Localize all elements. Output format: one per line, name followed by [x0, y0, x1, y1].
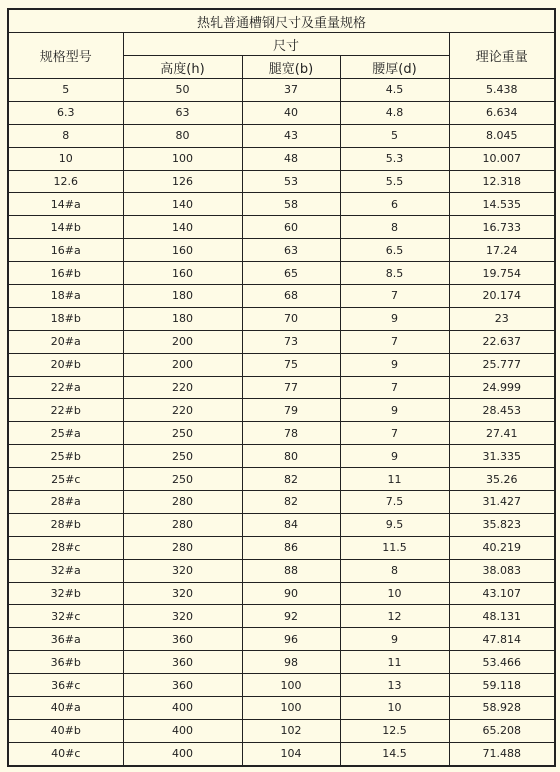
table-row: [8, 79, 555, 102]
cell-model: 20#a: [8, 330, 123, 353]
cell-height: 220: [123, 376, 242, 399]
cell-model: 22#b: [8, 399, 123, 422]
cell-height: 320: [123, 582, 242, 605]
cell-height: 400: [123, 742, 242, 765]
cell-model: 14#b: [8, 216, 123, 239]
cell-height: 360: [123, 674, 242, 697]
cell-leg-width: 60: [242, 216, 340, 239]
cell-weight: 22.637: [449, 330, 555, 353]
cell-waist-thickness: 7: [340, 330, 449, 353]
cell-weight: 23: [449, 307, 555, 330]
cell-weight: 28.453: [449, 399, 555, 422]
cell-waist-thickness: 5: [340, 124, 449, 147]
table-row: [8, 651, 555, 674]
cell-height: 360: [123, 628, 242, 651]
table-row: [8, 468, 555, 491]
cell-leg-width: 58: [242, 193, 340, 216]
cell-model: 18#b: [8, 307, 123, 330]
cell-leg-width: 68: [242, 285, 340, 308]
cell-model: 40#a: [8, 697, 123, 720]
table-row: [8, 513, 555, 536]
header-height: 高度(h): [123, 56, 242, 79]
cell-waist-thickness: 10: [340, 582, 449, 605]
cell-waist-thickness: 10: [340, 697, 449, 720]
table-row: [8, 697, 555, 720]
cell-height: 280: [123, 513, 242, 536]
table-row: [8, 124, 555, 147]
table-row: [8, 285, 555, 308]
cell-weight: 48.131: [449, 605, 555, 628]
cell-leg-width: 70: [242, 307, 340, 330]
cell-leg-width: 82: [242, 468, 340, 491]
cell-leg-width: 90: [242, 582, 340, 605]
cell-model: 25#c: [8, 468, 123, 491]
table-row: [8, 239, 555, 262]
cell-model: 28#b: [8, 513, 123, 536]
cell-weight: 47.814: [449, 628, 555, 651]
cell-model: 28#a: [8, 491, 123, 514]
cell-leg-width: 86: [242, 536, 340, 559]
cell-height: 100: [123, 147, 242, 170]
cell-leg-width: 84: [242, 513, 340, 536]
cell-model: 8: [8, 124, 123, 147]
cell-weight: 27.41: [449, 422, 555, 445]
cell-height: 140: [123, 193, 242, 216]
cell-model: 5: [8, 79, 123, 102]
cell-weight: 53.466: [449, 651, 555, 674]
cell-model: 32#c: [8, 605, 123, 628]
cell-weight: 59.118: [449, 674, 555, 697]
cell-waist-thickness: 13: [340, 674, 449, 697]
cell-leg-width: 98: [242, 651, 340, 674]
table-row: [8, 353, 555, 376]
cell-model: 22#a: [8, 376, 123, 399]
cell-leg-width: 79: [242, 399, 340, 422]
cell-waist-thickness: 9: [340, 399, 449, 422]
cell-model: 36#c: [8, 674, 123, 697]
cell-model: 10: [8, 147, 123, 170]
cell-model: 25#b: [8, 445, 123, 468]
cell-leg-width: 82: [242, 491, 340, 514]
cell-waist-thickness: 12: [340, 605, 449, 628]
table-row: [8, 674, 555, 697]
cell-weight: 65.208: [449, 719, 555, 742]
cell-height: 320: [123, 605, 242, 628]
cell-leg-width: 73: [242, 330, 340, 353]
cell-waist-thickness: 8: [340, 216, 449, 239]
cell-leg-width: 63: [242, 239, 340, 262]
table-row: [8, 307, 555, 330]
cell-weight: 24.999: [449, 376, 555, 399]
cell-leg-width: 92: [242, 605, 340, 628]
cell-height: 200: [123, 353, 242, 376]
cell-weight: 8.045: [449, 124, 555, 147]
cell-waist-thickness: 8: [340, 559, 449, 582]
table-row: [8, 559, 555, 582]
cell-height: 400: [123, 697, 242, 720]
cell-model: 12.6: [8, 170, 123, 193]
cell-leg-width: 77: [242, 376, 340, 399]
header-weight: 理论重量: [449, 33, 555, 79]
cell-weight: 31.427: [449, 491, 555, 514]
cell-waist-thickness: 9: [340, 445, 449, 468]
cell-weight: 14.535: [449, 193, 555, 216]
cell-leg-width: 78: [242, 422, 340, 445]
cell-leg-width: 102: [242, 719, 340, 742]
table-row: [8, 719, 555, 742]
cell-waist-thickness: 14.5: [340, 742, 449, 765]
cell-waist-thickness: 7.5: [340, 491, 449, 514]
cell-model: 18#a: [8, 285, 123, 308]
cell-height: 126: [123, 170, 242, 193]
cell-weight: 25.777: [449, 353, 555, 376]
cell-height: 180: [123, 285, 242, 308]
table-row: [8, 399, 555, 422]
cell-waist-thickness: 11: [340, 651, 449, 674]
cell-weight: 43.107: [449, 582, 555, 605]
cell-height: 80: [123, 124, 242, 147]
cell-waist-thickness: 11.5: [340, 536, 449, 559]
cell-leg-width: 65: [242, 262, 340, 285]
cell-waist-thickness: 5.3: [340, 147, 449, 170]
cell-waist-thickness: 6: [340, 193, 449, 216]
cell-waist-thickness: 9: [340, 307, 449, 330]
header-leg-width: 腿宽(b): [242, 56, 340, 79]
cell-weight: 19.754: [449, 262, 555, 285]
cell-height: 63: [123, 101, 242, 124]
cell-weight: 58.928: [449, 697, 555, 720]
cell-height: 140: [123, 216, 242, 239]
table-row: [8, 422, 555, 445]
cell-height: 160: [123, 262, 242, 285]
cell-height: 200: [123, 330, 242, 353]
cell-weight: 40.219: [449, 536, 555, 559]
spec-table: [7, 8, 556, 767]
cell-height: 250: [123, 445, 242, 468]
table-row: [8, 582, 555, 605]
title-row: [8, 9, 555, 33]
cell-weight: 35.26: [449, 468, 555, 491]
cell-leg-width: 96: [242, 628, 340, 651]
table-row: [8, 330, 555, 353]
cell-leg-width: 100: [242, 697, 340, 720]
cell-weight: 10.007: [449, 147, 555, 170]
cell-weight: 17.24: [449, 239, 555, 262]
table-row: [8, 262, 555, 285]
table-row: [8, 376, 555, 399]
cell-model: 6.3: [8, 101, 123, 124]
cell-leg-width: 80: [242, 445, 340, 468]
table-row: [8, 216, 555, 239]
cell-height: 160: [123, 239, 242, 262]
table-row: [8, 605, 555, 628]
cell-model: 40#b: [8, 719, 123, 742]
table-body: [8, 9, 555, 766]
cell-waist-thickness: 9: [340, 353, 449, 376]
cell-weight: 31.335: [449, 445, 555, 468]
cell-waist-thickness: 11: [340, 468, 449, 491]
cell-height: 250: [123, 422, 242, 445]
cell-leg-width: 88: [242, 559, 340, 582]
cell-waist-thickness: 7: [340, 285, 449, 308]
cell-waist-thickness: 8.5: [340, 262, 449, 285]
cell-height: 400: [123, 719, 242, 742]
cell-height: 180: [123, 307, 242, 330]
cell-leg-width: 40: [242, 101, 340, 124]
table-title: 热轧普通槽钢尺寸及重量规格: [8, 9, 555, 33]
cell-model: 40#c: [8, 742, 123, 765]
table-row: [8, 628, 555, 651]
cell-weight: 6.634: [449, 101, 555, 124]
cell-waist-thickness: 7: [340, 422, 449, 445]
table-row: [8, 193, 555, 216]
cell-height: 280: [123, 536, 242, 559]
table-row: [8, 101, 555, 124]
header-size: 尺寸: [123, 33, 449, 56]
cell-weight: 38.083: [449, 559, 555, 582]
cell-model: 28#c: [8, 536, 123, 559]
cell-weight: 5.438: [449, 79, 555, 102]
cell-weight: 12.318: [449, 170, 555, 193]
cell-weight: 71.488: [449, 742, 555, 765]
cell-waist-thickness: 9.5: [340, 513, 449, 536]
cell-leg-width: 104: [242, 742, 340, 765]
cell-waist-thickness: 6.5: [340, 239, 449, 262]
cell-leg-width: 53: [242, 170, 340, 193]
cell-height: 250: [123, 468, 242, 491]
cell-height: 220: [123, 399, 242, 422]
table-row: [8, 147, 555, 170]
cell-leg-width: 48: [242, 147, 340, 170]
cell-weight: 16.733: [449, 216, 555, 239]
cell-leg-width: 100: [242, 674, 340, 697]
cell-height: 320: [123, 559, 242, 582]
cell-model: 36#a: [8, 628, 123, 651]
cell-model: 14#a: [8, 193, 123, 216]
cell-model: 20#b: [8, 353, 123, 376]
cell-waist-thickness: 9: [340, 628, 449, 651]
cell-weight: 20.174: [449, 285, 555, 308]
cell-height: 50: [123, 79, 242, 102]
table-row: [8, 445, 555, 468]
cell-height: 360: [123, 651, 242, 674]
cell-waist-thickness: 5.5: [340, 170, 449, 193]
cell-waist-thickness: 12.5: [340, 719, 449, 742]
table-row: [8, 742, 555, 765]
cell-waist-thickness: 4.5: [340, 79, 449, 102]
cell-model: 16#b: [8, 262, 123, 285]
cell-height: 280: [123, 491, 242, 514]
cell-waist-thickness: 4.8: [340, 101, 449, 124]
cell-leg-width: 43: [242, 124, 340, 147]
cell-model: 16#a: [8, 239, 123, 262]
table-row: [8, 491, 555, 514]
table-row: [8, 536, 555, 559]
cell-weight: 35.823: [449, 513, 555, 536]
cell-model: 32#b: [8, 582, 123, 605]
table-row: [8, 170, 555, 193]
cell-model: 32#a: [8, 559, 123, 582]
header-row-1: [8, 33, 555, 56]
cell-leg-width: 75: [242, 353, 340, 376]
cell-leg-width: 37: [242, 79, 340, 102]
cell-model: 25#a: [8, 422, 123, 445]
header-waist-thickness: 腰厚(d): [340, 56, 449, 79]
cell-model: 36#b: [8, 651, 123, 674]
cell-waist-thickness: 7: [340, 376, 449, 399]
header-model: 规格型号: [8, 33, 123, 79]
